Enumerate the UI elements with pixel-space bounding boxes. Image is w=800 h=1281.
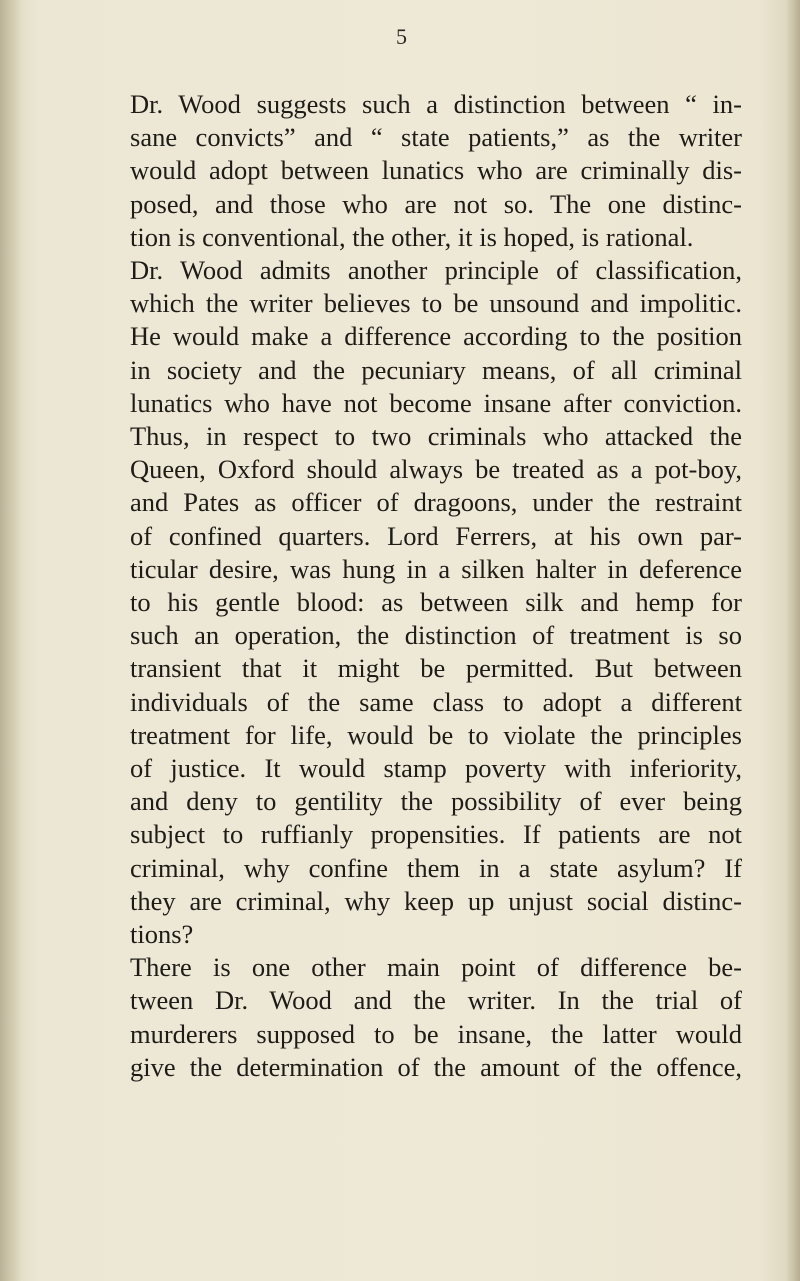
text-line: of justice. It would stamp poverty with inferiority, [130, 753, 742, 784]
text-line: Dr. Wood admits another principle of classification, [130, 255, 742, 286]
text-line: of confined quarters. Lord Ferrers, at his own par- [130, 520, 742, 551]
text-line: and deny to gentility the possibility of ever being [130, 786, 742, 817]
text-line: tions? [130, 919, 194, 950]
text-line: individuals of the same class to adopt a different [130, 686, 742, 717]
text-line: There is one other main point of difference be- [130, 952, 742, 983]
text-line: would adopt between lunatics who are criminally dis- [130, 155, 742, 186]
text-line: tion is conventional, the other, it is hoped, is rational. [130, 221, 694, 252]
body-text [130, 88, 742, 1084]
page-edge-shadow [786, 0, 800, 1281]
text-line: to his gentle blood: as between silk and hemp for [130, 587, 742, 618]
text-line: lunatics who have not become insane after conviction. [130, 387, 742, 418]
page-spine-shadow [0, 0, 22, 1281]
text-line: and Pates as officer of dragoons, under the restraint [130, 487, 742, 518]
text-line: sane convicts” and “ state patients,” as the writer [130, 122, 742, 153]
text-line: such an operation, the distinction of treatment is so [130, 620, 742, 651]
text-line: Dr. Wood suggests such a distinction between “ in- [130, 89, 742, 119]
text-line: tween Dr. Wood and the writer. In the trial of [130, 985, 742, 1016]
text-line: He would make a difference according to the position [130, 321, 742, 352]
text-line: subject to ruffianly propensities. If patients are not [130, 819, 742, 850]
text-line: ticular desire, was hung in a silken halter in deference [130, 553, 742, 584]
text-line: which the writer believes to be unsound and impolitic. [130, 288, 742, 319]
page-number: 5 [396, 24, 407, 49]
text-line: in society and the pecuniary means, of all criminal [130, 354, 742, 385]
text-line: criminal, why confine them in a state asylum? If [130, 852, 742, 883]
text-line: Thus, in respect to two criminals who attacked the [130, 421, 742, 452]
text-line: give the determination of the amount of the offence, [130, 1051, 742, 1082]
text-line: murderers supposed to be insane, the latter would [130, 1018, 742, 1049]
text-line: Queen, Oxford should always be treated as a pot-boy, [130, 454, 742, 485]
text-line: posed, and those who are not so. The one distinc- [130, 188, 742, 219]
text-line: they are criminal, why keep up unjust social distinc- [130, 885, 742, 916]
text-line: transient that it might be permitted. But between [130, 653, 742, 684]
text-line: treatment for life, would be to violate the principles [130, 719, 742, 750]
